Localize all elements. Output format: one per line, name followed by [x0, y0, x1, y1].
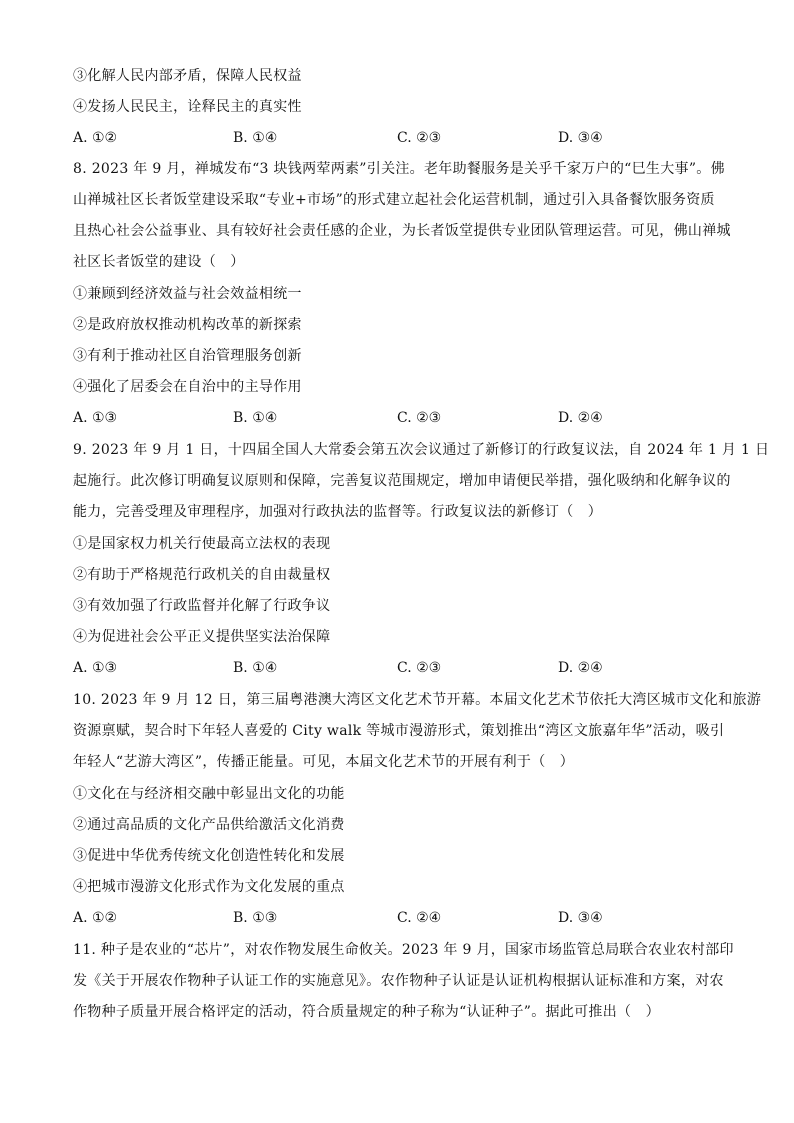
- q8-stem-line-4: 社区长者饭堂的建设（ ）: [73, 254, 245, 270]
- q8-item-4: ④强化了居委会在自治中的主导作用: [73, 379, 302, 395]
- q10-option-d[interactable]: D. ③④: [558, 910, 603, 926]
- q11-stem-line-2: 发《关于开展农作物种子认证工作的实施意见》。农作物种子认证是认证机构根据认证标准和方案，对农: [73, 973, 724, 989]
- q7-option-a[interactable]: A. ①②: [73, 130, 118, 146]
- q9-stem-line-3: 能力，完善受理及审理程序，加强对行政执法的监督等。行政复议法的新修订（ ）: [73, 504, 603, 520]
- q8-stem-line-3: 且热心社会公益事业、具有较好社会责任感的企业，为长者饭堂提供专业团队管理运营。可见，佛山禅城: [73, 223, 731, 239]
- q10-item-3: ③促进中华优秀传统文化创造性转化和发展: [73, 848, 345, 864]
- q7-option-b[interactable]: B. ①④: [233, 130, 278, 146]
- q10-option-c[interactable]: C. ②④: [397, 910, 442, 926]
- q10-stem-line-1: 10. 2023 年 9 月 12 日，第三届粤港澳大湾区文化艺术节开幕。本届文化艺术节依托大湾区城市文化和旅游: [73, 692, 762, 708]
- q7-option-d[interactable]: D. ③④: [558, 130, 603, 146]
- q10-item-2: ②通过高品质的文化产品供给激活文化消费: [73, 817, 345, 833]
- q9-stem-line-1: 9. 2023 年 9 月 1 日，十四届全国人大常委会第五次会议通过了新修订的行政复议法，自 2024 年 1 月 1 日: [73, 442, 770, 458]
- q10-stem-line-3: 年轻人“艺游大湾区”，传播正能量。可见，本届文化艺术节的开展有利于（ ）: [73, 754, 575, 770]
- q9-option-b[interactable]: B. ①④: [233, 660, 278, 676]
- q10-options: [73, 908, 723, 928]
- q11-stem-line-1: 11. 种子是农业的“芯片”，对农作物发展生命攸关。2023 年 9 月，国家市场监管总局联合农业农村部印: [73, 942, 734, 958]
- q8-option-b[interactable]: B. ①④: [233, 410, 278, 426]
- q9-stem-line-2: 起施行。此次修订明确复议原则和保障，完善复议范围规定，增加申请便民举措，强化吸纳和化解争议的: [73, 473, 731, 489]
- q10-item-4: ④把城市漫游文化形式作为文化发展的重点: [73, 879, 345, 895]
- q9-item-1: ①是国家权力机关行使最高立法权的表现: [73, 536, 331, 552]
- q8-item-2: ②是政府放权推动机构改革的新探索: [73, 317, 302, 333]
- q8-options: [73, 408, 723, 428]
- q9-option-a[interactable]: A. ①③: [73, 660, 118, 676]
- q9-options: [73, 658, 723, 678]
- q8-option-c[interactable]: C. ②③: [397, 410, 442, 426]
- q11-stem-line-3: 作物种子质量开展合格评定的活动，符合质量规定的种子称为“认证种子”。据此可推出（ ）: [73, 1004, 660, 1020]
- q7-option-c[interactable]: C. ②③: [397, 130, 442, 146]
- q10-option-b[interactable]: B. ①③: [233, 910, 278, 926]
- q7-item-3: ③化解人民内部矛盾，保障人民权益: [73, 68, 302, 84]
- q9-item-3: ③有效加强了行政监督并化解了行政争议: [73, 598, 331, 614]
- q8-option-d[interactable]: D. ②④: [558, 410, 603, 426]
- q9-item-2: ②有助于严格规范行政机关的自由裁量权: [73, 567, 331, 583]
- q7-item-4: ④发扬人民民主，诠释民主的真实性: [73, 99, 302, 115]
- q8-item-1: ①兼顾到经济效益与社会效益相统一: [73, 286, 302, 302]
- q10-option-a[interactable]: A. ①②: [73, 910, 118, 926]
- q10-stem-line-2: 资源禀赋，契合时下年轻人喜爱的 City walk 等城市漫游形式，策划推出“湾区文旅嘉年华”活动，吸引: [73, 723, 725, 739]
- q9-item-4: ④为促进社会公平正义提供坚实法治保障: [73, 629, 331, 645]
- q9-option-d[interactable]: D. ②④: [558, 660, 603, 676]
- q7-options: [73, 128, 723, 148]
- q10-item-1: ①文化在与经济相交融中彰显出文化的功能: [73, 786, 345, 802]
- q8-stem-line-2: 山禅城社区长者饭堂建设采取“专业+市场”的形式建立起社会化运营机制，通过引入具备餐饮服务资质: [73, 192, 715, 208]
- q8-item-3: ③有利于推动社区自治管理服务创新: [73, 348, 302, 364]
- q8-option-a[interactable]: A. ①③: [73, 410, 118, 426]
- q8-stem-line-1: 8. 2023 年 9 月，禅城发布“3 块钱两荤两素”引关注。老年助餐服务是关乎千家万户的“巳生大事”。佛: [73, 161, 725, 177]
- q9-option-c[interactable]: C. ②③: [397, 660, 442, 676]
